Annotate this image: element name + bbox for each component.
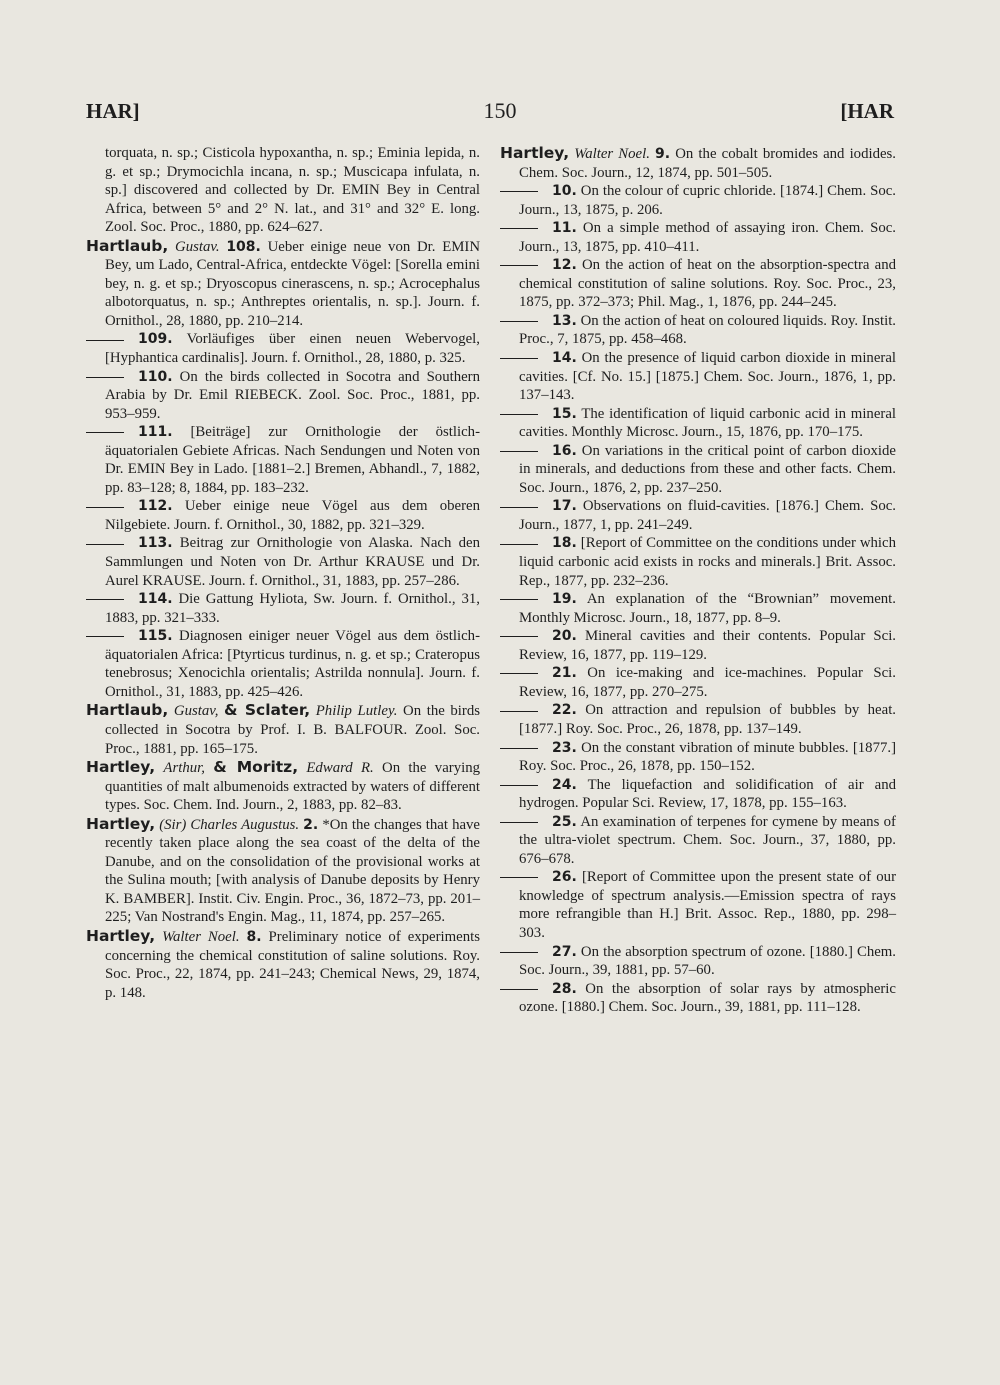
entry-number: 17. <box>552 498 577 515</box>
bibliography-entry <box>500 590 896 627</box>
entry-number: 110. <box>138 368 173 385</box>
bibliography-entry <box>500 219 896 256</box>
entry-text: Observations on fluid-cavities. [1876.] Chem. Soc. Journ., 1877, 1, pp. 241–249. <box>519 498 896 533</box>
ditto-rule <box>500 748 538 749</box>
entry-text: *On the changes that have recently taken place along the sea coast of the delta of the Danube, and on the consolidation of the provisional works at the Sulina mouth; [with analysis of Danube deposits by Henry K. BAMBER]. Instit. Civ. Engin. Proc., 36, 1872–73, pp. 201–225; Van Nostrand's Engin. Mag., 11, 1874, pp. 257–265. <box>105 816 481 926</box>
ditto-rule <box>500 544 538 545</box>
coauthor-given-name: Philip Lutley. <box>315 703 398 720</box>
bibliography-entry <box>500 405 896 442</box>
right-column <box>500 144 896 1017</box>
entry-text: Die Gattung Hyliota, Sw. Journ. f. Ornithol., 31, 1883, pp. 321–333. <box>105 591 480 626</box>
author-surname: Hartlaub, <box>86 701 169 720</box>
author-surname: Hartley, <box>86 926 156 945</box>
ditto-rule <box>500 822 538 823</box>
entry-number: 20. <box>552 628 577 645</box>
bibliography-entry <box>500 943 896 980</box>
entry-text: The liquefaction and solidification of air and hydrogen. Popular Sci. Review, 17, 1878, pp. 155–163. <box>519 776 896 812</box>
author-surname: Hartley, <box>86 758 156 777</box>
author-entry <box>500 144 896 182</box>
ditto-rule <box>500 228 538 229</box>
ditto-rule <box>86 377 124 378</box>
bibliography-entry <box>500 256 896 312</box>
entry-text: On the birds collected in Socotra by Prof. I. B. BALFOUR. Zool. Soc. Proc., 1881, pp. 165–175. <box>105 703 480 757</box>
ditto-rule <box>500 877 538 878</box>
entry-number: 26. <box>552 869 577 886</box>
ditto-rule <box>500 451 538 452</box>
ditto-rule <box>86 340 124 341</box>
entry-number: 28. <box>552 980 577 997</box>
entry-number: 16. <box>552 442 577 459</box>
coauthor-surname: & Sclater, <box>224 701 311 720</box>
ditto-rule <box>86 432 124 433</box>
author-surname: Hartlaub, <box>86 236 169 255</box>
entry-number: 15. <box>552 405 577 422</box>
entry-number: 18. <box>552 535 577 552</box>
ditto-rule <box>500 785 538 786</box>
entry-text: torquata, n. sp.; Cisticola hypoxantha, n. sp.; Eminia lepida, n. g. et sp.; Drymocichla incana, n. sp.; Muscicapa infulata, n. sp.] discovered and collected by Dr. EMIN Bey in Central Africa, between 5° and 2° N. lat., and 31° and 32° E. long. Zool. Soc. Proc., 1880, pp. 624–627. <box>105 145 480 236</box>
bibliography-entry <box>86 627 480 701</box>
bibliography-entry <box>86 590 480 627</box>
entry-text: Mineral cavities and their contents. Popular Sci. Review, 16, 1877, pp. 119–129. <box>519 628 897 663</box>
entry-number: 2. <box>303 816 319 833</box>
entry-text: Beitrag zur Ornithologie von Alaska. Nach den Sammlungen und Noten von Dr. Arthur KRAUSE und Dr. Aurel KRAUSE. Journ. f. Ornithol., 31, 1883, pp. 257–286. <box>105 535 480 589</box>
entry-text: On the cobalt bromides and iodides. Chem. Soc. Journ., 12, 1874, pp. 501–505. <box>519 146 897 181</box>
author-entry <box>86 237 480 331</box>
ditto-rule <box>500 599 538 600</box>
ditto-rule <box>500 673 538 674</box>
bibliography-entry <box>86 368 480 424</box>
bibliography-entry <box>500 312 896 349</box>
page-number: 150 <box>483 98 517 123</box>
ditto-rule <box>500 952 538 953</box>
bibliography-entry <box>500 980 896 1017</box>
entry-number: 112. <box>138 498 173 515</box>
author-given-name: Walter Noel. <box>574 146 650 162</box>
entry-text: On the varying quantities of malt albumenoids extracted by waters of different types. Soc. Chem. Ind. Journ., 2, 1883, pp. 82–83. <box>105 760 480 814</box>
entry-number: 114. <box>138 591 173 608</box>
ditto-rule <box>86 544 124 545</box>
author-entry <box>86 815 480 927</box>
entry-number: 10. <box>552 183 577 200</box>
entry-number: 13. <box>552 312 577 329</box>
entry-text: An examination of terpenes for cymene by means of the ultra-violet spectrum. Chem. Soc. Journ., 37, 1880, pp. 676–678. <box>519 813 896 867</box>
entry-text: On the colour of cupric chloride. [1874.] Chem. Soc. Journ., 13, 1875, p. 206. <box>519 183 896 218</box>
coauthor-surname: & Moritz, <box>213 758 299 777</box>
entry-number: 11. <box>552 220 577 237</box>
running-head-left: HAR] <box>86 99 140 123</box>
ditto-rule <box>500 711 538 712</box>
bibliography-entry <box>86 497 480 534</box>
entry-number: 109. <box>138 331 173 348</box>
bibliography-entry <box>500 868 896 942</box>
author-entry <box>86 758 480 815</box>
entry-number: 21. <box>552 665 577 682</box>
ditto-rule <box>500 507 538 508</box>
ditto-rule <box>500 321 538 322</box>
bibliography-entry <box>500 739 896 776</box>
entry-number: 108. <box>226 238 261 255</box>
entry-text: The identification of liquid carbonic acid in mineral cavities. Monthly Microsc. Journ., 15, 1876, pp. 170–175. <box>519 405 896 441</box>
entry-number: 27. <box>552 943 577 960</box>
running-head-right: [HAR <box>840 99 894 123</box>
bibliography-entry <box>500 813 896 869</box>
author-given-name: Walter Noel. <box>162 928 240 945</box>
bibliography-entry <box>500 182 896 219</box>
entry-text: On the action of heat on the absorption-spectra and chemical constitution of saline solutions. Roy. Soc. Proc., 23, 1875, pp. 372–373; Phil. Mag., 1, 1876, pp. 244–245. <box>519 257 896 311</box>
bibliography-entry <box>500 664 896 701</box>
entry-text: Preliminary notice of experiments concerning the chemical constitution of saline solutions. Roy. Soc. Proc., 22, 1874, pp. 241–243; Chemical News, 29, 1874, p. 148. <box>105 928 481 1001</box>
entry-number: 24. <box>552 776 577 793</box>
entry-text: [Beiträge] zur Ornithologie der östlich-äquatorialen Gebiete Africas. Nach Sendungen und Noten von Dr. EMIN Bey in Lado. [1881–2.] Bremen, Abhandl., 7, 1882, pp. 83–128; 8, 1884, pp. 183–232. <box>105 424 480 496</box>
entry-text: On the presence of liquid carbon dioxide in mineral cavities. [Cf. No. 15.] [1875.] Chem. Soc. Journ., 1876, 1, pp. 137–143. <box>519 350 896 404</box>
entry-text: On the action of heat on coloured liquids. Roy. Instit. Proc., 7, 1875, pp. 458–468. <box>519 312 897 348</box>
ditto-rule <box>86 599 124 600</box>
bibliography-entry <box>500 349 896 405</box>
author-surname: Hartley, <box>500 144 570 162</box>
entry-text: On the absorption spectrum of ozone. [1880.] Chem. Soc. Journ., 39, 1881, pp. 57–60. <box>519 943 897 979</box>
ditto-rule <box>500 414 538 415</box>
entry-number: 19. <box>552 591 577 608</box>
entry-text: Diagnosen einiger neuer Vögel aus dem östlich-äquatorialen Africa: [Ptyrticus turdinus, n. g. et sp.; Crateropus tenebrosus; Xenocichla orientalis; Astrilda nonnula]. Journ. f. Ornithol., 31, 1883, pp. 425–426. <box>105 628 481 700</box>
author-surname: Hartley, <box>86 814 156 833</box>
entry-number: 25. <box>552 813 577 830</box>
entry-text: [Report of Committee upon the present state of our knowledge of spectrum analysis.—Emission spectra of rays more refrangible than H.] Brit. Assoc. Rep., 1880, pp. 298–303. <box>519 869 896 941</box>
continuation-text <box>86 144 480 237</box>
entry-number: 9. <box>655 146 671 162</box>
entry-text: On the birds collected in Socotra and Southern Arabia by Dr. Emil RIEBECK. Zool. Soc. Proc., 1881, pp. 953–959. <box>105 368 480 422</box>
entry-number: 14. <box>552 350 577 367</box>
bibliography-entry <box>86 534 480 590</box>
entry-number: 115. <box>138 628 173 645</box>
bibliography-entry <box>500 442 896 498</box>
entry-number: 12. <box>552 257 577 274</box>
author-given-name: Gustav. <box>175 238 220 255</box>
entry-text: Ueber einige neue von Dr. EMIN Bey, um Lado, Central-Africa, entdeckte Vögel: [Sorella emini bey, n. g. et sp.; Dryoscopus cinerascens, n. sp.; Acrocephalus albotorquatus, n. sp.; Anthreptes orientalis, n. sp.]. Journ. f. Ornithol., 28, 1880, pp. 210–214. <box>105 238 481 329</box>
entry-text: On attraction and repulsion of bubbles by heat. [1877.] Roy. Soc. Proc., 26, 1878, pp. 137–149. <box>519 702 897 737</box>
entry-text: On the constant vibration of minute bubbles. [1877.] Roy. Soc. Proc., 26, 1878, pp. 150–152. <box>519 739 896 775</box>
entry-number: 113. <box>138 535 173 552</box>
coauthor-given-name: Edward R. <box>306 760 374 777</box>
bibliography-entry <box>500 627 896 664</box>
bibliography-entry <box>500 776 896 813</box>
entry-text: Ueber einige neue Vögel aus dem oberen Nilgebiete. Journ. f. Ornithol., 30, 1882, pp. 321–329. <box>105 498 481 533</box>
ditto-rule <box>86 636 124 637</box>
ditto-rule <box>86 507 124 508</box>
bibliography-entry <box>500 534 896 590</box>
ditto-rule <box>500 191 538 192</box>
entry-text: Vorläufiges über einen neuen Webervogel, [Hyphantica cardinalis]. Journ. f. Ornithol., 28, 1880, p. 325. <box>105 331 480 367</box>
bibliography-entry <box>86 423 480 497</box>
ditto-rule <box>500 989 538 990</box>
entry-text: On a simple method of assaying iron. Chem. Soc. Journ., 13, 1875, pp. 410–411. <box>519 220 897 255</box>
author-entry <box>86 701 480 758</box>
entry-number: 22. <box>552 702 577 719</box>
bibliography-entry <box>86 330 480 367</box>
author-given-name: Arthur, <box>163 760 205 777</box>
bibliography-entry <box>500 701 896 738</box>
entry-text: An explanation of the “Brownian” movement. Monthly Microsc. Journ., 18, 1877, pp. 8–9. <box>519 591 896 626</box>
ditto-rule <box>500 636 538 637</box>
ditto-rule <box>500 265 538 266</box>
entry-number: 23. <box>552 739 577 756</box>
entry-text: On the absorption of solar rays by atmospheric ozone. [1880.] Chem. Soc. Journ., 39, 1881, pp. 111–128. <box>519 980 896 1016</box>
entry-text: [Report of Committee on the conditions under which liquid carbonic acid exists in rocks and minerals.] Brit. Assoc. Rep., 1877, pp. 232–236. <box>519 535 896 589</box>
entry-text: On variations in the critical point of carbon dioxide in minerals, and deductions from these and other facts. Chem. Soc. Journ., 1876, 2, pp. 237–250. <box>519 442 896 496</box>
bibliography-entry <box>500 497 896 534</box>
entry-number: 111. <box>138 424 173 441</box>
entry-number: 8. <box>246 928 262 945</box>
author-given-name: (Sir) Charles Augustus. <box>159 816 300 833</box>
left-column <box>86 144 480 1002</box>
ditto-rule <box>500 358 538 359</box>
entry-text: On ice-making and ice-machines. Popular Sci. Review, 16, 1877, pp. 270–275. <box>519 665 896 700</box>
author-given-name: Gustav, <box>173 703 219 720</box>
author-entry <box>86 927 480 1002</box>
